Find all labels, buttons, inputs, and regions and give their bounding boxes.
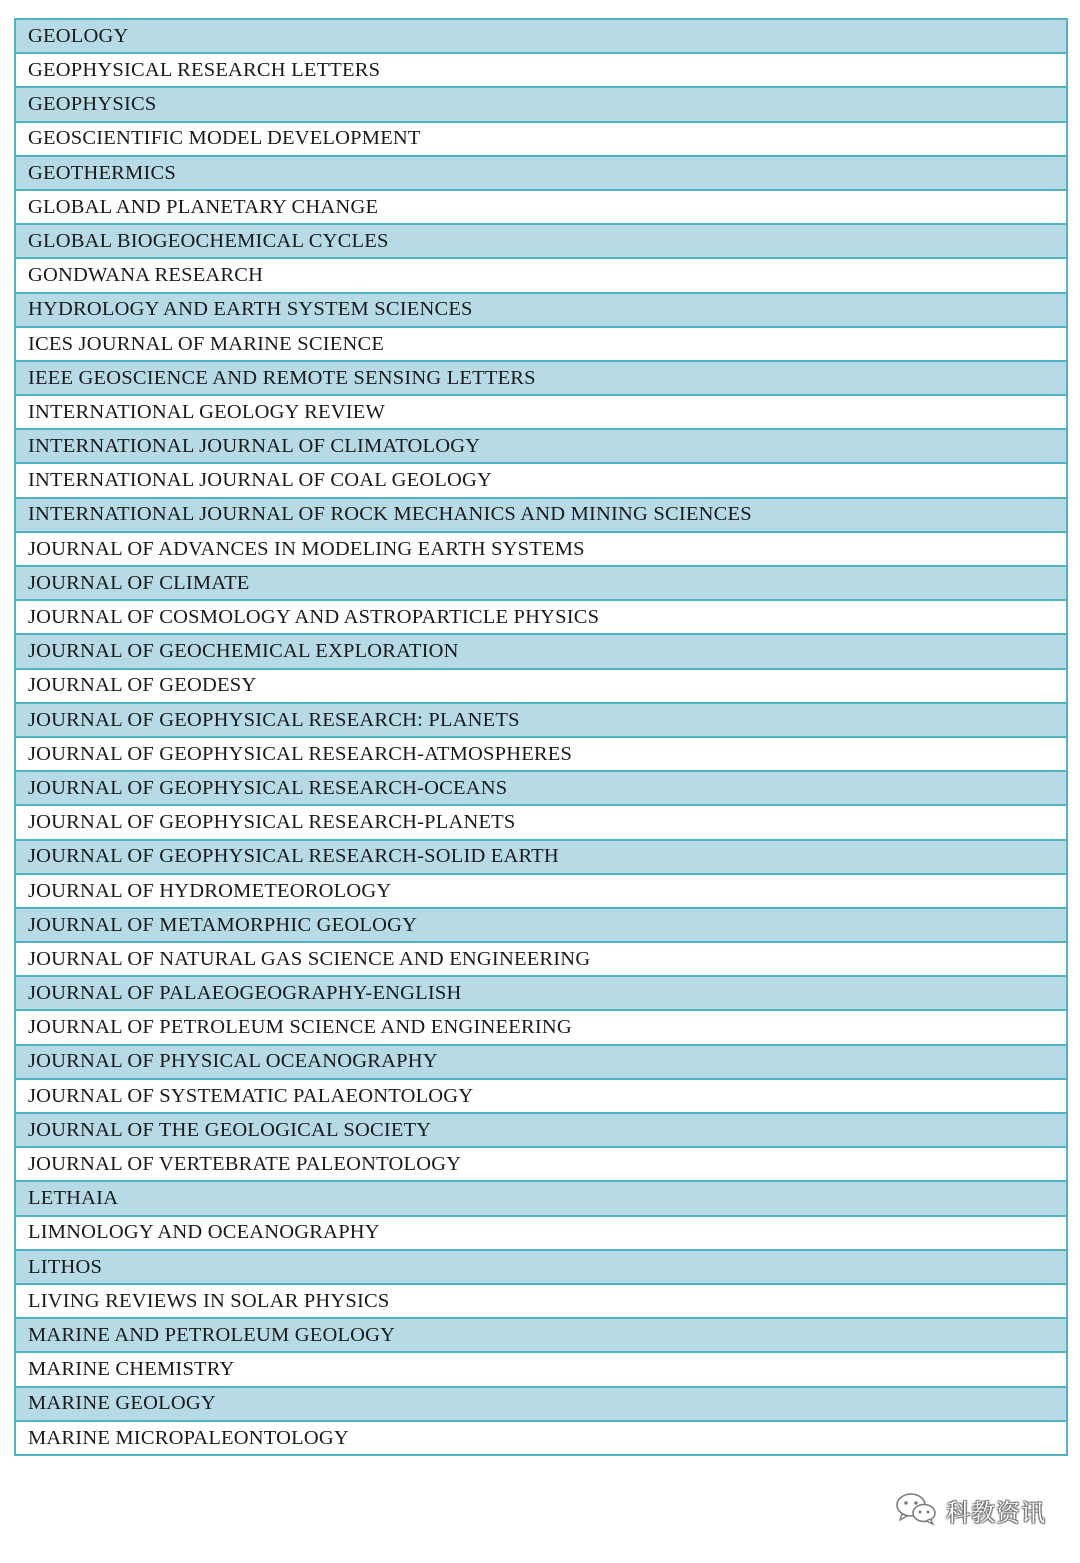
journal-name-cell: GLOBAL BIOGEOCHEMICAL CYCLES <box>15 224 1067 258</box>
table-row <box>15 1352 1067 1386</box>
journal-name-cell: INTERNATIONAL GEOLOGY REVIEW <box>15 395 1067 429</box>
table-row <box>15 87 1067 121</box>
watermark-text: 科教资讯 <box>946 1499 1046 1527</box>
journal-name-cell: GEOPHYSICS <box>15 87 1067 121</box>
journal-name-cell: LITHOS <box>15 1250 1067 1284</box>
journal-name-cell: JOURNAL OF GEODESY <box>15 669 1067 703</box>
journal-name-cell: JOURNAL OF GEOCHEMICAL EXPLORATION <box>15 634 1067 668</box>
journal-name-cell: INTERNATIONAL JOURNAL OF CLIMATOLOGY <box>15 429 1067 463</box>
table-row <box>15 1181 1067 1215</box>
table-row <box>15 361 1067 395</box>
table-row <box>15 1284 1067 1318</box>
table-row <box>15 327 1067 361</box>
journal-name-cell: MARINE MICROPALEONTOLOGY <box>15 1421 1067 1455</box>
table-row <box>15 224 1067 258</box>
table-row <box>15 156 1067 190</box>
journal-name-cell: JOURNAL OF GEOPHYSICAL RESEARCH-OCEANS <box>15 771 1067 805</box>
journal-name-cell: GLOBAL AND PLANETARY CHANGE <box>15 190 1067 224</box>
table-row <box>15 1421 1067 1455</box>
wechat-icon <box>894 1490 938 1531</box>
journal-name-cell: JOURNAL OF PETROLEUM SCIENCE AND ENGINEERING <box>15 1010 1067 1044</box>
journal-name-cell: JOURNAL OF HYDROMETEOROLOGY <box>15 874 1067 908</box>
table-row <box>15 1387 1067 1421</box>
table-row <box>15 498 1067 532</box>
journal-name-cell: MARINE CHEMISTRY <box>15 1352 1067 1386</box>
journal-table <box>14 18 1068 1456</box>
journal-table-body <box>15 19 1067 1455</box>
table-row <box>15 1216 1067 1250</box>
table-row <box>15 1318 1067 1352</box>
journal-name-cell: MARINE AND PETROLEUM GEOLOGY <box>15 1318 1067 1352</box>
table-row <box>15 190 1067 224</box>
table-row <box>15 395 1067 429</box>
journal-name-cell: LIMNOLOGY AND OCEANOGRAPHY <box>15 1216 1067 1250</box>
watermark <box>894 1490 1046 1531</box>
journal-name-cell: ICES JOURNAL OF MARINE SCIENCE <box>15 327 1067 361</box>
table-row <box>15 600 1067 634</box>
journal-name-cell: JOURNAL OF PALAEOGEOGRAPHY-ENGLISH <box>15 976 1067 1010</box>
journal-name-cell: GONDWANA RESEARCH <box>15 258 1067 292</box>
table-row <box>15 532 1067 566</box>
table-row <box>15 703 1067 737</box>
journal-name-cell: MARINE GEOLOGY <box>15 1387 1067 1421</box>
journal-name-cell: GEOTHERMICS <box>15 156 1067 190</box>
journal-name-cell: JOURNAL OF GEOPHYSICAL RESEARCH: PLANETS <box>15 703 1067 737</box>
journal-name-cell: LIVING REVIEWS IN SOLAR PHYSICS <box>15 1284 1067 1318</box>
table-row <box>15 1147 1067 1181</box>
table-row <box>15 463 1067 497</box>
journal-name-cell: JOURNAL OF COSMOLOGY AND ASTROPARTICLE PHYSICS <box>15 600 1067 634</box>
journal-name-cell: LETHAIA <box>15 1181 1067 1215</box>
table-row <box>15 805 1067 839</box>
table-row <box>15 1010 1067 1044</box>
table-row <box>15 1045 1067 1079</box>
table-row <box>15 669 1067 703</box>
table-row <box>15 1113 1067 1147</box>
table-row <box>15 942 1067 976</box>
journal-name-cell: JOURNAL OF GEOPHYSICAL RESEARCH-SOLID EARTH <box>15 840 1067 874</box>
table-row <box>15 976 1067 1010</box>
table-row <box>15 258 1067 292</box>
journal-name-cell: GEOSCIENTIFIC MODEL DEVELOPMENT <box>15 122 1067 156</box>
table-row <box>15 771 1067 805</box>
journal-name-cell: GEOLOGY <box>15 19 1067 53</box>
journal-name-cell: JOURNAL OF GEOPHYSICAL RESEARCH-PLANETS <box>15 805 1067 839</box>
table-row <box>15 908 1067 942</box>
journal-name-cell: GEOPHYSICAL RESEARCH LETTERS <box>15 53 1067 87</box>
table-row <box>15 737 1067 771</box>
table-row <box>15 122 1067 156</box>
table-row <box>15 1250 1067 1284</box>
journal-name-cell: JOURNAL OF VERTEBRATE PALEONTOLOGY <box>15 1147 1067 1181</box>
journal-name-cell: HYDROLOGY AND EARTH SYSTEM SCIENCES <box>15 293 1067 327</box>
journal-name-cell: JOURNAL OF ADVANCES IN MODELING EARTH SYSTEMS <box>15 532 1067 566</box>
table-row <box>15 19 1067 53</box>
journal-name-cell: JOURNAL OF THE GEOLOGICAL SOCIETY <box>15 1113 1067 1147</box>
journal-name-cell: JOURNAL OF SYSTEMATIC PALAEONTOLOGY <box>15 1079 1067 1113</box>
journal-name-cell: INTERNATIONAL JOURNAL OF ROCK MECHANICS AND MINING SCIENCES <box>15 498 1067 532</box>
table-row <box>15 840 1067 874</box>
table-row <box>15 429 1067 463</box>
journal-name-cell: JOURNAL OF METAMORPHIC GEOLOGY <box>15 908 1067 942</box>
table-row <box>15 874 1067 908</box>
journal-name-cell: JOURNAL OF PHYSICAL OCEANOGRAPHY <box>15 1045 1067 1079</box>
journal-name-cell: JOURNAL OF NATURAL GAS SCIENCE AND ENGINEERING <box>15 942 1067 976</box>
journal-name-cell: IEEE GEOSCIENCE AND REMOTE SENSING LETTERS <box>15 361 1067 395</box>
journal-name-cell: INTERNATIONAL JOURNAL OF COAL GEOLOGY <box>15 463 1067 497</box>
journal-name-cell: JOURNAL OF GEOPHYSICAL RESEARCH-ATMOSPHERES <box>15 737 1067 771</box>
table-row <box>15 566 1067 600</box>
table-row <box>15 293 1067 327</box>
table-row <box>15 634 1067 668</box>
table-row <box>15 1079 1067 1113</box>
journal-name-cell: JOURNAL OF CLIMATE <box>15 566 1067 600</box>
table-row <box>15 53 1067 87</box>
